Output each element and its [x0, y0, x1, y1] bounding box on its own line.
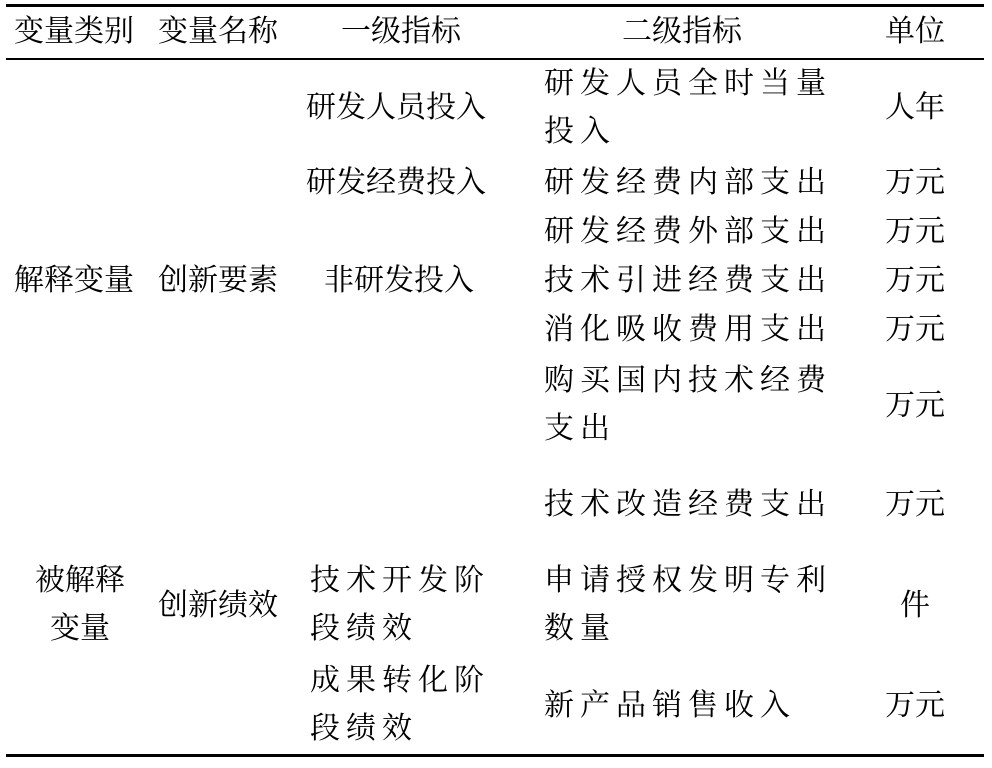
unit-person-year: 人年 [885, 90, 945, 125]
unit-row5: 万元 [885, 312, 945, 347]
unit-row7: 万元 [885, 487, 945, 522]
level2-new-product-sales: 新产品销售收入 [544, 688, 796, 723]
level2-absorption: 消化吸收费用支出 [544, 312, 832, 347]
level2-rd-fte: 研发人员全时当量投入 [544, 66, 832, 149]
category-explanatory: 解释变量 [14, 263, 134, 298]
bottom-rule [6, 754, 984, 757]
top-rule [6, 4, 984, 7]
unit-pieces: 件 [900, 588, 930, 623]
level2-tech-upgrade: 技术改造经费支出 [544, 487, 832, 522]
level2-domestic-tech: 购买国内技术经费支出 [544, 363, 832, 446]
level1-tech-dev-stage: 技术开发阶段绩效 [310, 563, 490, 646]
level2-rd-external: 研发经费外部支出 [544, 214, 832, 249]
unit-row3: 万元 [885, 214, 945, 249]
level1-commercialization-stage: 成果转化阶段绩效 [310, 663, 490, 746]
unit-row2: 万元 [885, 165, 945, 200]
header-category: 变量类别 [14, 14, 134, 49]
name-innovation-performance: 创新绩效 [158, 588, 278, 623]
header-unit: 单位 [885, 14, 945, 49]
unit-row9: 万元 [885, 688, 945, 723]
header-level1: 一级指标 [341, 14, 461, 49]
level1-non-rd: 非研发投入 [324, 263, 474, 298]
level1-rd-funding: 研发经费投入 [306, 165, 486, 200]
level1-rd-personnel: 研发人员投入 [306, 90, 486, 125]
level2-patents: 申请授权发明专利数量 [544, 563, 832, 646]
unit-row4: 万元 [885, 263, 945, 298]
name-innovation-factors: 创新要素 [158, 263, 278, 298]
header-level2: 二级指标 [622, 14, 742, 49]
header-name: 变量名称 [158, 14, 278, 49]
level2-tech-import: 技术引进经费支出 [544, 263, 832, 298]
category-explained: 被解释变量 [35, 563, 125, 646]
unit-row6: 万元 [885, 388, 945, 423]
level2-rd-internal: 研发经费内部支出 [544, 165, 832, 200]
